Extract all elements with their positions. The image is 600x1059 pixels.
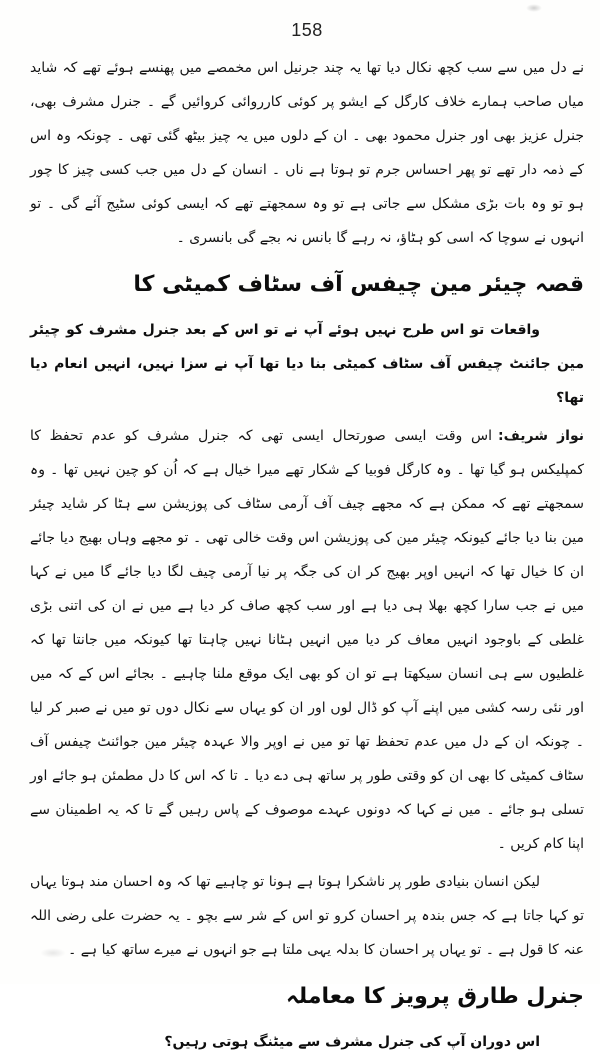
answer-paragraph — [30, 419, 584, 861]
page-number: 158 — [291, 20, 323, 40]
interviewer-question-2: اس دوران آپ کی جنرل مشرف سے میٹنگ ہوتی رہیں؟ — [164, 1034, 540, 1050]
speaker-name: نواز شریف: — [497, 428, 584, 444]
section-heading-tariq-pervez: جنرل طارق پرویز کا معاملہ — [286, 984, 584, 1009]
paragraph-ingratitude: لیکن انسان بنیادی طور پر ناشکرا ہوتا ہے ہونا تو چاہیے تھا کہ وہ احسان مند ہوتا یہاں تو کہا جاتا ہے کہ جس بندہ پر احسان کرو تو اس کے شر سے بچو ۔ یہ حضرت علی رضی اللہ عنہ کا قول ہے ۔ تو یہاں پر احسان کا بدلہ یہی ملتا ہے جو انہوں نے میرے ساتھ کیا ہے ۔ — [30, 874, 584, 958]
answer-text: اس وقت ایسی صورتحال ایسی تھی کہ جنرل مشرف کو عدم تحفظ کا کمپلیکس ہو گیا تھا ۔ وہ کارگل فوبیا کے شکار تھے میرا خیال ہے کہ اُن کو چین نہیں تھا ۔ وہ سمجھتے تھے کہ ممکن ہے کہ مجھے چیف آف آرمی سٹاف کی پوزیشن سے ہٹا کر شاید چیئر مین بنا دیا جائے کیونکہ چیئر مین کی پوزیشن اس وقت خالی تھی ۔ تو مجھے وہاں بھیج دیا جائے ان کا خیال تھا کہ انہیں اوپر بھیج کر ان کی جگہ پر نیا آرمی چیف لگا دیا جائے گا میں نے کہا میں نے جب سارا کچھ بھلا ہی دیا ہے اور سب کچھ صاف کر دیا ہے میں نے ان کی اتنی بڑی غلطی کے باوجود انہیں معاف کر دیا میں انہیں ہٹانا نہیں چاہتا تھا کیونکہ میں جانتا تھا کہ غلطیوں سے ہی انسان سیکھتا ہے تو ان کو بھی ایک موقع ملنا چاہیے ۔ بجائے اس کے کہ میں اور نئی رسہ کشی میں اپنے آپ کو ڈال لوں اور ان کو یہاں سے نکال دوں تو میں نے صبر کر لیا ۔ چونکہ ان کے دل میں عدم تحفظ تھا تو میں نے اوپر والا عہدہ چیئر مین جوائنٹ چیفس آف سٹاف کمیٹی کا بھی ان کو وقتی طور پر ساتھ ہی دے دیا ۔ تا کہ اس کا دل مطمئن ہو جائے اور تسلی ہو جائے ۔ میں نے کہا کہ دونوں عہدے موصوف کے پاس رہیں گے تا کہ یہ اطمینان سے اپنا کام کریں ۔ — [30, 428, 584, 852]
section-heading-chairman-committee: قصہ چیئر مین چیفس آف سٹاف کمیٹی کا — [133, 272, 584, 297]
interviewer-question-1: واقعات تو اس طرح نہیں ہوئے آپ نے تو اس کے بعد جنرل مشرف کو چیئر مین جائنٹ چیفس آف سٹاف کمیٹی بنا دیا تھا آپ نے سزا نہیں، انہیں انعام دیا تھا؟ — [30, 322, 584, 406]
paragraph-continuation: نے دل میں سے سب کچھ نکال دیا تھا یہ چند جرنیل اس مخمصے میں پھنسے ہوئے تھے کہ شاید میاں صاحب ہمارے خلاف کارگل کے ایشو پر کوئی کارروائی کروائیں گے ۔ جنرل مشرف بھی، جنرل عزیز بھی اور جنرل محمود بھی ۔ ان کے دلوں میں یہ چیز بیٹھ گئی تھی ۔ چونکہ وہ اس کے ذمہ دار تھے تو پھر احساس جرم تو ہوتا ہے ناں ۔ انسان کے دل میں جب کسی چیز کا چور ہو تو وہ بات بڑی مشکل سے جاتی ہے تو وہ سمجھتے تھے کہ ایسی کوئی سٹیج آئے گی ۔ تو انہوں نے سوچا کہ اسی کو ہٹاؤ، نہ رہے گا بانس نہ بجے گی بانسری ۔ — [30, 60, 584, 246]
